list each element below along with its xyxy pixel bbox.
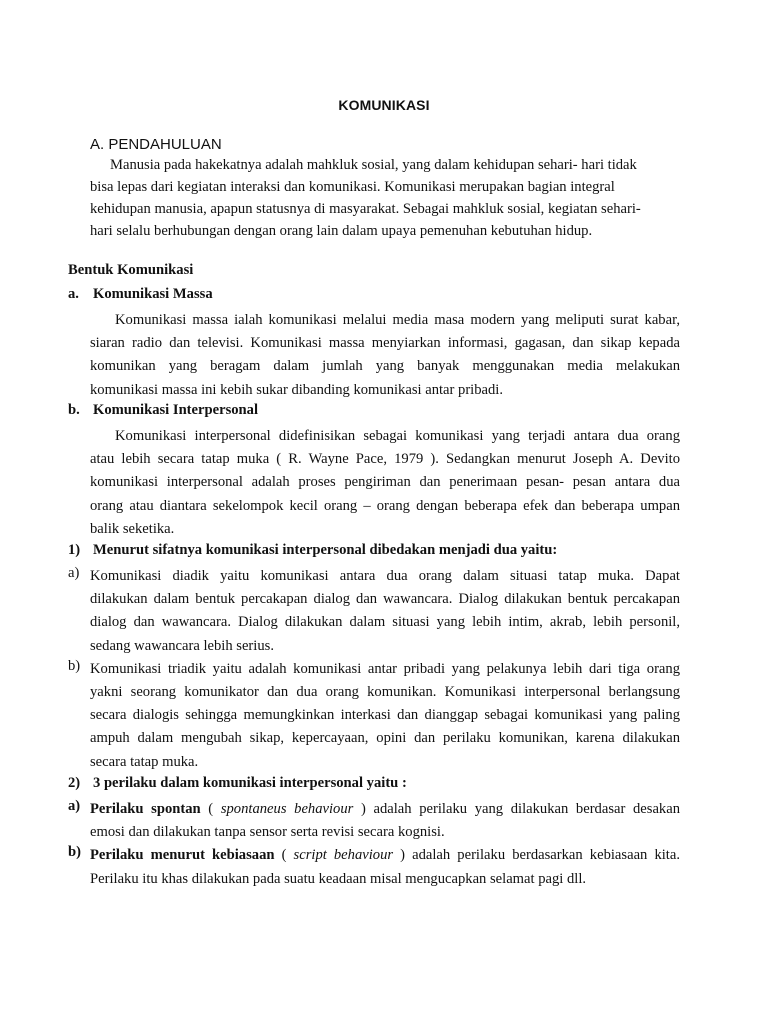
paragraph-line xyxy=(90,844,680,867)
paragraph-line: komunikasi interpersonal adalah proses pengiriman dan penerimaan pesan- pesan antara dua xyxy=(90,474,680,491)
sifat-section xyxy=(68,542,680,774)
paragraph-line: dialog dan wawancara. Dialog dilakukan dalam situasi yang lebih intim, akrab, lebih personil, xyxy=(90,614,680,631)
kebiasaan-paragraph xyxy=(68,844,680,890)
paragraph-line: Komunikasi triadik yaitu adalah komunikasi antar pribadi yang pelakunya lebih dari tiga orang xyxy=(90,660,680,677)
sifat-heading: Menurut sifatnya komunikasi interpersonal dibedakan menjadi dua yaitu: xyxy=(93,542,558,558)
list-marker: a) xyxy=(68,798,81,814)
paragraph-line: siaran radio dan televisi. Komunikasi massa menyiarkan informasi, gagasan, dan sikap kepada xyxy=(90,335,680,352)
definition-text: ) adalah perilaku yang dilakukan berdasar desakan xyxy=(353,801,680,817)
term-english: script behaviour xyxy=(293,847,394,864)
komunikasi-massa-paragraph xyxy=(68,309,680,402)
paragraph-line: komunikan yang beragam dalam jumlah yang banyak menggunakan media melakukan xyxy=(90,358,680,375)
intro-line: bisa lepas dari kegiatan interaksi dan komunikasi. Komunikasi merupakan bagian integral xyxy=(90,179,615,195)
paragraph-line: ampuh dalam mengubah sikap, kepercayaan, opini dan perilaku komunikan, karena dilakukan xyxy=(90,730,680,747)
list-marker: b) xyxy=(68,657,81,674)
paragraph-line: Komunikasi massa ialah komunikasi melalui media masa modern yang meliputi surat kabar, xyxy=(115,312,680,328)
diadik-paragraph xyxy=(68,565,680,658)
bentuk-komunikasi-section xyxy=(68,262,680,279)
komunikasi-interpersonal-heading: Komunikasi Interpersonal xyxy=(93,402,259,418)
paren: ( xyxy=(200,801,221,817)
perilaku-section xyxy=(68,775,680,891)
paragraph-line: sedang wawancara lebih serius. xyxy=(90,637,274,654)
perilaku-item-spontan xyxy=(68,798,680,844)
list-marker: b) xyxy=(68,844,81,861)
paragraph-line: atau lebih secara tatap muka ( R. Wayne Pace, 1979 ). Sedangkan menurut Joseph A. Devito xyxy=(90,451,680,468)
spontan-paragraph xyxy=(68,798,680,844)
term-english: spontaneus behaviour xyxy=(220,801,354,817)
paragraph-line: Komunikasi interpersonal didefinisikan sebagai komunikasi yang terjadi antara dua orang xyxy=(115,428,680,444)
paragraph-line: dilakukan dalam bentuk percakapan dialog dan wawancara. Dialog dilakukan bentuk percakapan xyxy=(90,591,680,608)
list-marker: a. xyxy=(68,286,79,302)
sifat-item-diadik xyxy=(68,565,680,658)
list-marker: a) xyxy=(68,565,80,581)
document-title: KOMUNIKASI xyxy=(338,97,430,113)
paragraph-line: emosi dan dilakukan tanpa sensor serta revisi secara kognisi. xyxy=(90,824,445,841)
list-marker: 1) xyxy=(68,542,81,558)
paragraph-line: Komunikasi diadik yaitu komunikasi antara dua orang dalam situasi tatap muka. Dapat xyxy=(90,568,680,584)
komunikasi-interpersonal-paragraph xyxy=(68,425,680,541)
paragraph-line: secara dialogis sehingga memungkinkan interkasi dan dianggap sebagai komunikasi yang paling xyxy=(90,707,680,724)
paragraph-line: Perilaku itu khas dilakukan pada suatu keadaan misal mengucapkan selamat pagi dll. xyxy=(90,870,587,887)
sifat-item-triadik xyxy=(68,658,680,774)
paragraph-line xyxy=(90,798,680,821)
intro-line: kehidupan manusia, apapun statusnya di masyarakat. Sebagai mahkluk sosial, kegiatan sehari- xyxy=(90,201,641,217)
paragraph-line: balik seketika. xyxy=(90,520,175,537)
intro-paragraph xyxy=(90,154,662,242)
paragraph-line: orang atau diantara sekelompok kecil orang – orang dengan beberapa efek dan beberapa umpan xyxy=(90,497,680,514)
definition-text: ) adalah perilaku berdasarkan kebiasaan kita. xyxy=(393,847,680,864)
intro-line: Manusia pada hakekatnya adalah mahkluk sosial, yang dalam kehidupan sehari- hari tidak xyxy=(110,157,637,173)
intro-line: hari selalu berhubungan dengan orang lain dalam upaya pemenuhan kebutuhan hidup. xyxy=(90,223,593,239)
perilaku-item-kebiasaan xyxy=(68,844,680,890)
list-marker: b. xyxy=(68,402,80,418)
term-bold: Perilaku menurut kebiasaan xyxy=(90,847,275,864)
section-a-heading: A. PENDAHULUAN xyxy=(90,136,222,153)
perilaku-heading: 3 perilaku dalam komunikasi interpersonal yaitu : xyxy=(93,775,407,791)
paragraph-line: yakni seorang komunikator dan dua orang komunikan. Komunikasi interpersonal berlangsung xyxy=(90,684,680,701)
triadik-paragraph xyxy=(68,658,680,774)
paren: ( xyxy=(274,847,294,864)
paragraph-line: komunikasi massa ini kebih sukar dibanding komunikasi antar pribadi. xyxy=(90,381,504,398)
list-marker: 2) xyxy=(68,775,81,791)
bentuk-komunikasi-heading: Bentuk Komunikasi xyxy=(68,262,194,278)
komunikasi-massa-section xyxy=(68,286,680,402)
komunikasi-interpersonal-section xyxy=(68,402,680,541)
paragraph-line: secara tatap muka. xyxy=(90,753,199,770)
komunikasi-massa-heading: Komunikasi Massa xyxy=(93,286,213,302)
term-bold: Perilaku spontan xyxy=(90,801,201,817)
